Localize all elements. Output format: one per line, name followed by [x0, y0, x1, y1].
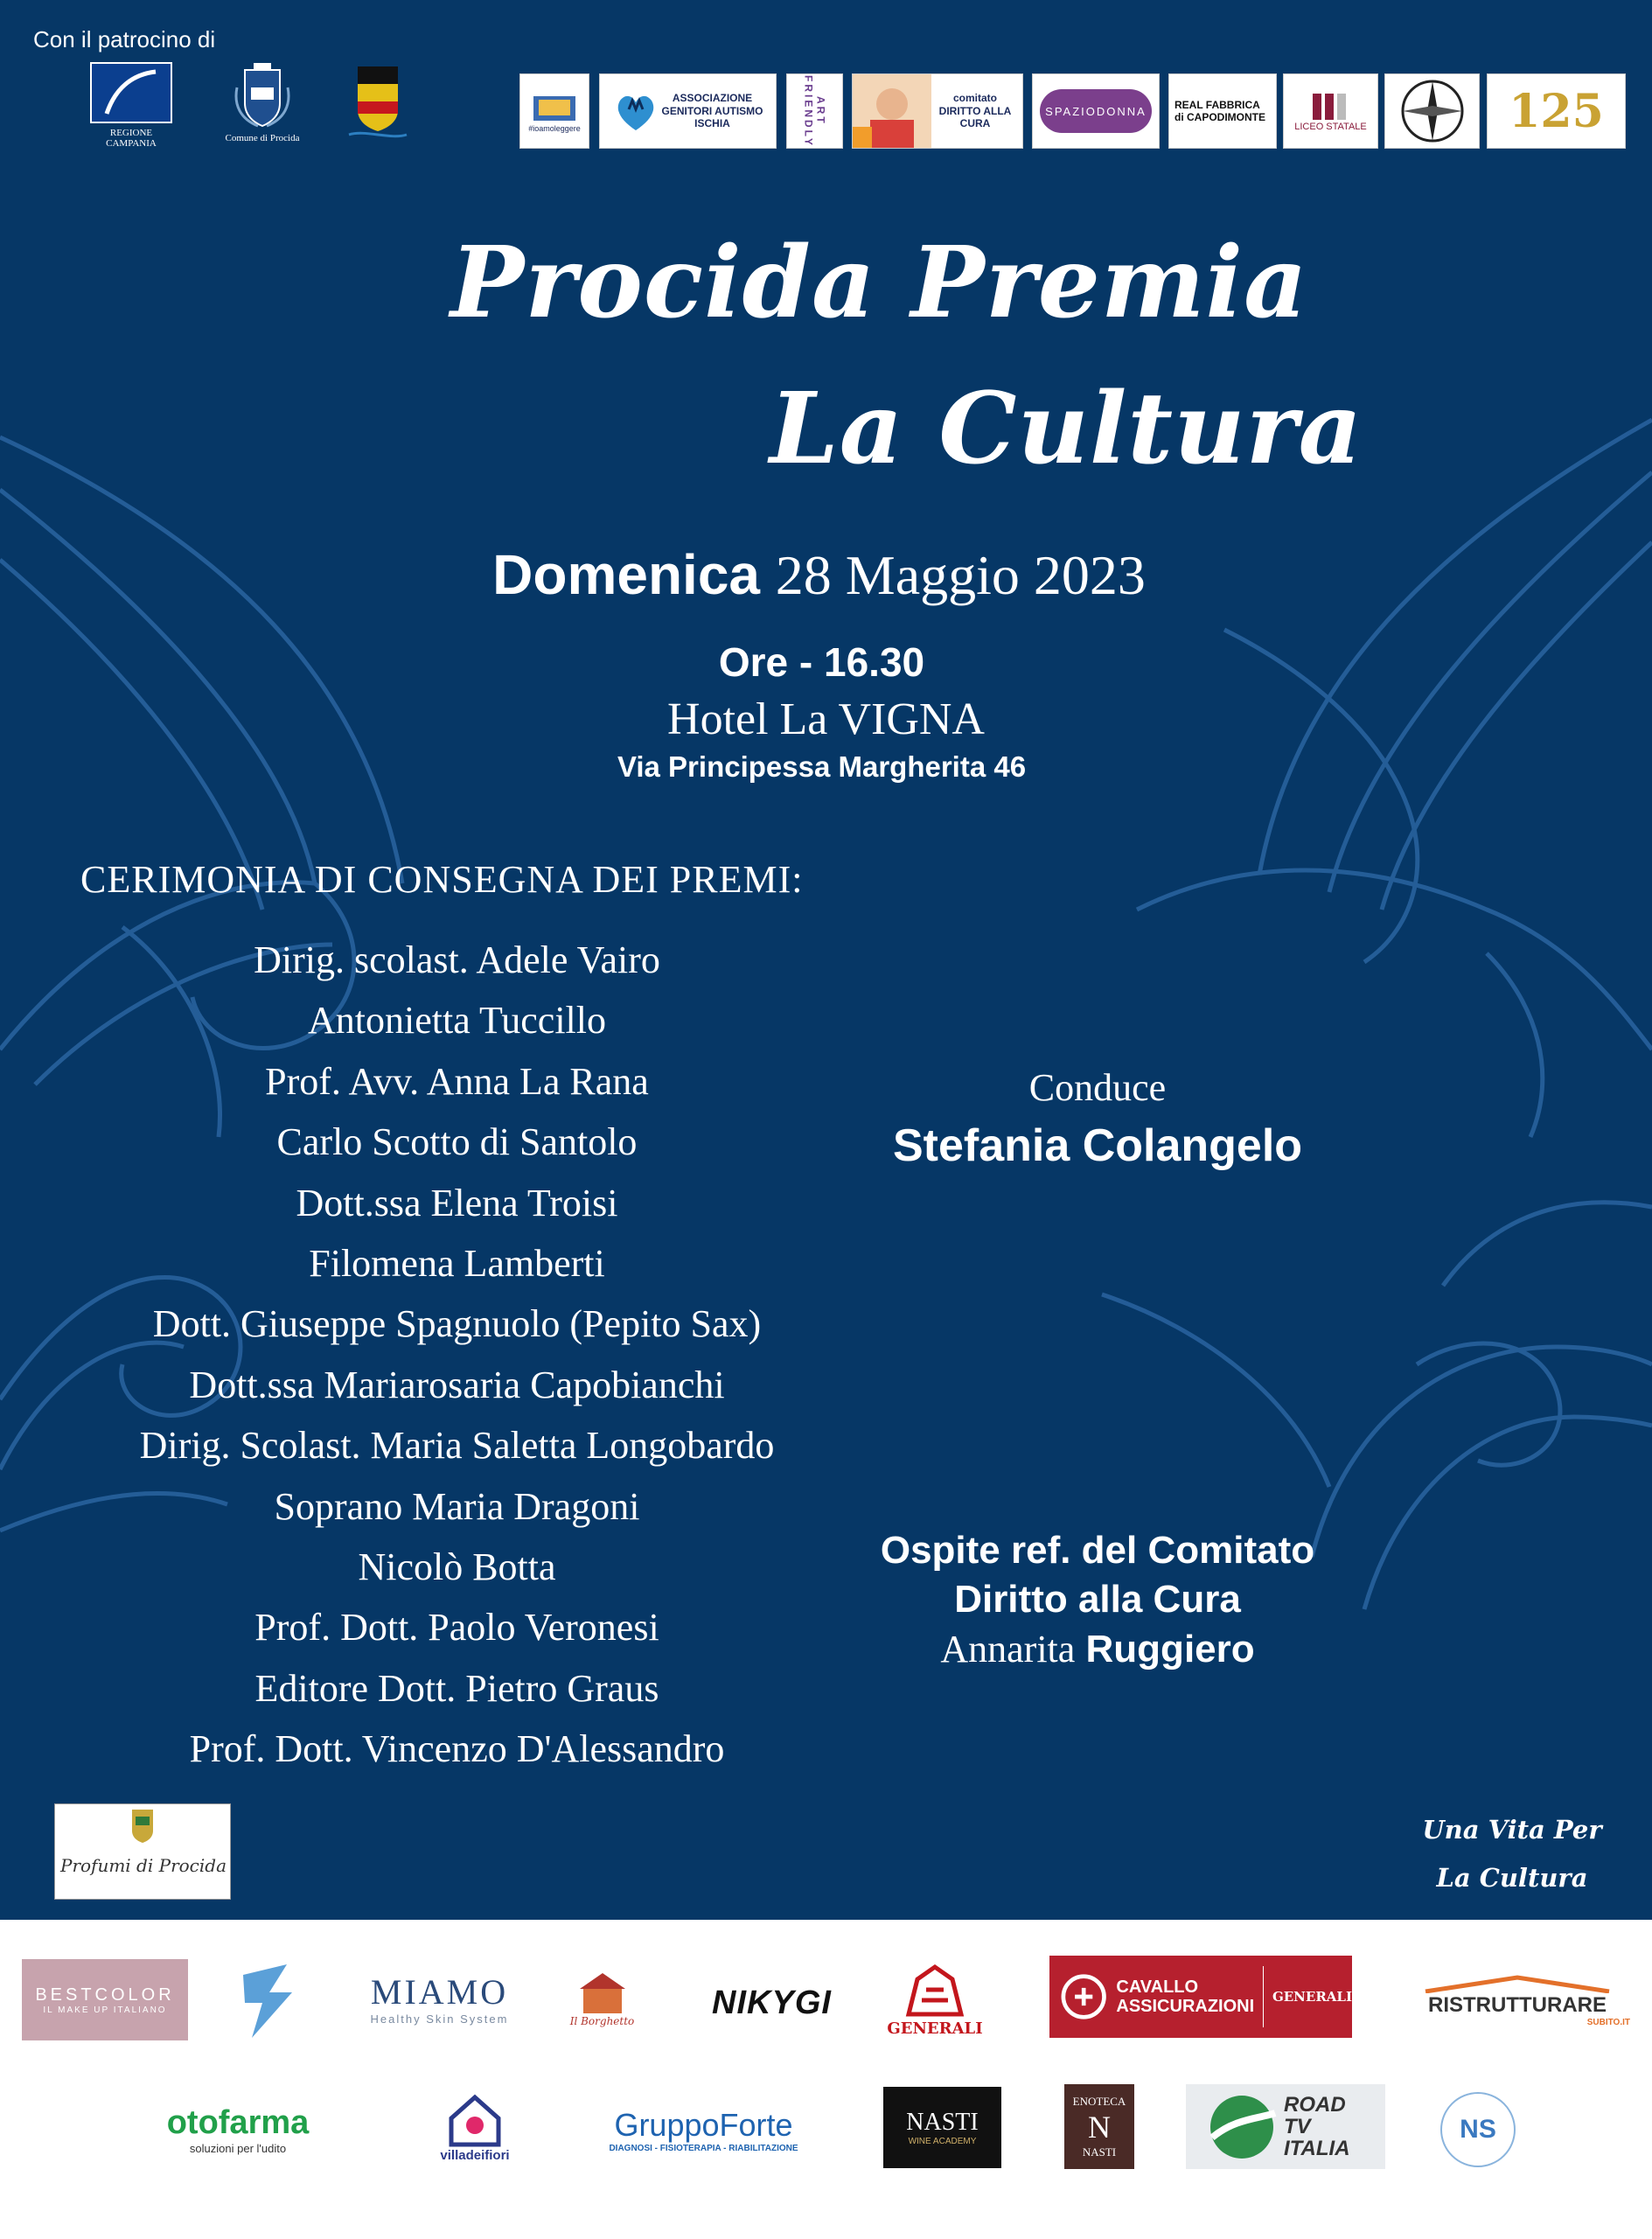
- sponsor-gruppoforte-sub: DIAGNOSI - FISIOTERAPIA - RIABILITAZIONE: [609, 2143, 798, 2153]
- sponsor-miamo-sub: Healthy Skin System: [370, 2012, 509, 2026]
- guest-last-name: Ruggiero: [1085, 1628, 1255, 1671]
- flag-shield-icon: [347, 61, 408, 142]
- event-date-line: [0, 542, 1645, 608]
- sponsor-genitori-autismo: [599, 73, 777, 149]
- sponsor-generali-text: GENERALI: [887, 2019, 983, 2038]
- sponsor-enoteca-nasti: [1064, 2084, 1134, 2169]
- awardee-item: Prof. Dott. Paolo Veronesi: [254, 1606, 659, 1650]
- guest-line2: Diritto alla Cura: [954, 1578, 1241, 1621]
- cavallo-divider: [1263, 1966, 1264, 2027]
- sponsor-cavallo-sub: GENERALI: [1272, 1989, 1352, 2005]
- event-title-line1: Procida Premia: [450, 226, 1308, 340]
- awardee-item: Prof. Dott. Vincenzo D'Alessandro: [189, 1727, 725, 1771]
- flag-shield-logo: [334, 61, 422, 157]
- sponsor-compass: [1384, 73, 1480, 149]
- profumi-di-procida-logo: [54, 1803, 231, 1900]
- sponsor-otofarma-text: otofarma: [166, 2104, 310, 2141]
- sponsor-art-friendly-text: ART FRIENDLY: [802, 74, 827, 148]
- event-title-line2: La Cultura: [770, 372, 1363, 486]
- sponsor-otofarma: [124, 2099, 352, 2160]
- tagline: [1407, 1806, 1617, 1902]
- sponsor-villadeifiori-text: villadeifiori: [440, 2147, 510, 2163]
- sponsor-ioamoleggere: [519, 73, 589, 149]
- event-date: 28 Maggio 2023: [775, 544, 1146, 606]
- sponsor-miamo-text: MIAMO: [370, 1972, 509, 2012]
- sponsor-125-anniversary: [1487, 73, 1626, 149]
- profumi-text: Profumi di Procida: [60, 1855, 227, 1876]
- patronage-label: Con il patrocino di: [33, 26, 216, 52]
- sponsor-cavallo-text: CAVALLO ASSICURAZIONI: [1116, 1977, 1255, 2016]
- sponsor-genitori-autismo-text: ASSOCIAZIONE GENITORI AUTISMO ISCHIA: [661, 92, 763, 130]
- ceremony-heading: CERIMONIA DI CONSEGNA DEI PREMI:: [80, 858, 804, 901]
- guest-name-line: [831, 1627, 1364, 1671]
- sponsor-road-tv-text: ROAD TV ITALIA: [1284, 2092, 1350, 2161]
- books-logo-icon: [528, 89, 581, 124]
- comune-procida-caption: Comune di Procida: [225, 133, 300, 143]
- awardee-item: Editore Dott. Pietro Graus: [254, 1666, 659, 1710]
- roof-icon: [1408, 1974, 1627, 1993]
- sponsor-nasti-sub: WINE ACADEMY: [908, 2137, 977, 2146]
- sponsor-nikygi: [695, 1978, 848, 2027]
- awardee-item: Dott.ssa Elena Troisi: [296, 1181, 618, 1224]
- awardee-item: Dott.ssa Mariarosaria Capobianchi: [189, 1363, 725, 1406]
- borghetto-logo-icon: [576, 1971, 629, 2015]
- host-label: Conduce: [1028, 1066, 1167, 1109]
- awardee-item: Soprano Maria Dragoni: [274, 1484, 640, 1528]
- profumi-crest-icon: [55, 1804, 230, 1899]
- child-photo-logo-icon: [853, 74, 931, 148]
- sponsor-ioamoleggere-text: #ioamoleggere: [528, 124, 581, 133]
- awardee-item: Dott. Giuseppe Spagnuolo (Pepito Sax): [152, 1302, 762, 1346]
- sponsor-liceo-statale-text: LICEO STATALE: [1294, 122, 1367, 132]
- sponsor-spaziodonna-text: SPAZIODONNA: [1040, 89, 1152, 133]
- sponsor-nasti-wine-academy: [883, 2087, 1001, 2168]
- sponsor-il-borghetto: [565, 1963, 639, 2036]
- sponsor-spaziodonna: [1032, 73, 1160, 149]
- guest-first-name: Annarita: [940, 1628, 1076, 1671]
- sponsor-ristrutturare: [1405, 1973, 1630, 2027]
- awardee-item: Nicolò Botta: [358, 1545, 556, 1588]
- sponsor-bestcolor: [22, 1959, 188, 2040]
- awardee-item: Dirig. scolast. Adele Vairo: [254, 938, 660, 981]
- event-address: Via Principessa Margherita 46: [617, 750, 1027, 783]
- sponsor-bestcolor-sub: IL MAKE UP ITALIANO: [43, 2005, 167, 2015]
- sponsor-nasti-text: NASTI: [906, 2109, 979, 2136]
- enoteca-n-letter: N: [1088, 2109, 1111, 2145]
- sponsor-generali: [883, 1956, 986, 2043]
- host-name: Stefania Colangelo: [892, 1120, 1303, 1171]
- awardee-list: [35, 930, 879, 1779]
- liceo-logo-icon: [1309, 90, 1353, 122]
- sponsor-capodimonte-text: REAL FABBRICA di CAPODIMONTE: [1175, 98, 1265, 123]
- blue-figure-logo-icon: [234, 1957, 301, 2041]
- sponsor-ristrutturare-sub: SUBITO.IT: [1586, 2017, 1630, 2027]
- sponsor-gruppoforte-text: GruppoForte: [614, 2106, 793, 2143]
- sponsor-nikygi-text: NIKYGI: [712, 1984, 832, 2021]
- tagline-line1: Una Vita Per: [1422, 1815, 1602, 1845]
- event-day: Domenica: [492, 543, 760, 606]
- cavallo-logo-icon: [1060, 1966, 1107, 2027]
- sponsor-capodimonte: [1168, 73, 1277, 149]
- sponsor-art-friendly: [786, 73, 843, 149]
- sponsor-ns: [1438, 2090, 1518, 2169]
- villadeifiori-logo-icon: [444, 2092, 505, 2148]
- campania-coat-of-arms-icon: [89, 61, 173, 124]
- awardee-item: Antonietta Tuccillo: [308, 999, 606, 1043]
- sponsor-enoteca-sub: NASTI: [1082, 2145, 1117, 2159]
- tagline-line2: La Cultura: [1436, 1863, 1588, 1893]
- sponsor-diritto-alla-cura-text: comitato DIRITTO ALLA CURA: [938, 92, 1012, 130]
- hands-heart-logo-icon: [611, 87, 660, 136]
- awardee-item: Prof. Avv. Anna La Rana: [265, 1059, 649, 1103]
- generali-lion-icon: [900, 1962, 970, 2019]
- awardee-item: Dirig. Scolast. Maria Saletta Longobardo: [139, 1424, 775, 1468]
- awardee-item: Carlo Scotto di Santolo: [276, 1120, 638, 1164]
- sponsor-125-text: 125: [1509, 84, 1604, 138]
- sponsor-liceo-statale: [1283, 73, 1378, 149]
- sponsor-road-tv-italia: [1186, 2084, 1385, 2169]
- regione-campania-caption: REGIONE CAMPANIA: [106, 128, 157, 150]
- sponsor-borghetto-text: Il Borghetto: [569, 2015, 635, 2027]
- procida-coat-of-arms-icon: [232, 61, 293, 129]
- event-venue: Hotel La VIGNA: [667, 694, 985, 744]
- event-time: Ore - 16.30: [718, 639, 925, 685]
- sponsor-diritto-alla-cura: [852, 73, 1023, 149]
- sponsor-bestcolor-text: BESTCOLOR: [35, 1984, 175, 2005]
- comune-procida-logo: [219, 61, 306, 157]
- road-tv-logo-icon: [1200, 2092, 1284, 2162]
- compass-rose-logo-icon: [1398, 76, 1467, 146]
- awardee-item: Filomena Lamberti: [309, 1241, 605, 1285]
- sponsor-cavallo-assicurazioni: [1049, 1956, 1352, 2038]
- sponsor-gruppoforte: [588, 2099, 819, 2160]
- sponsor-villadeifiori: [427, 2085, 523, 2169]
- sponsor-blue-figure: [234, 1957, 301, 2041]
- sponsor-ristrutturare-text: RISTRUTTURARE: [1428, 1992, 1607, 2017]
- sponsor-enoteca-text: ENOTECA: [1072, 2094, 1126, 2108]
- sponsor-miamo: [359, 1968, 520, 2029]
- sponsor-otofarma-sub: soluzioni per l'udito: [189, 2142, 287, 2155]
- regione-campania-logo: [87, 61, 175, 157]
- guest-line1: Ospite ref. del Comitato: [880, 1529, 1315, 1572]
- sponsor-ns-text: NS: [1440, 2092, 1516, 2167]
